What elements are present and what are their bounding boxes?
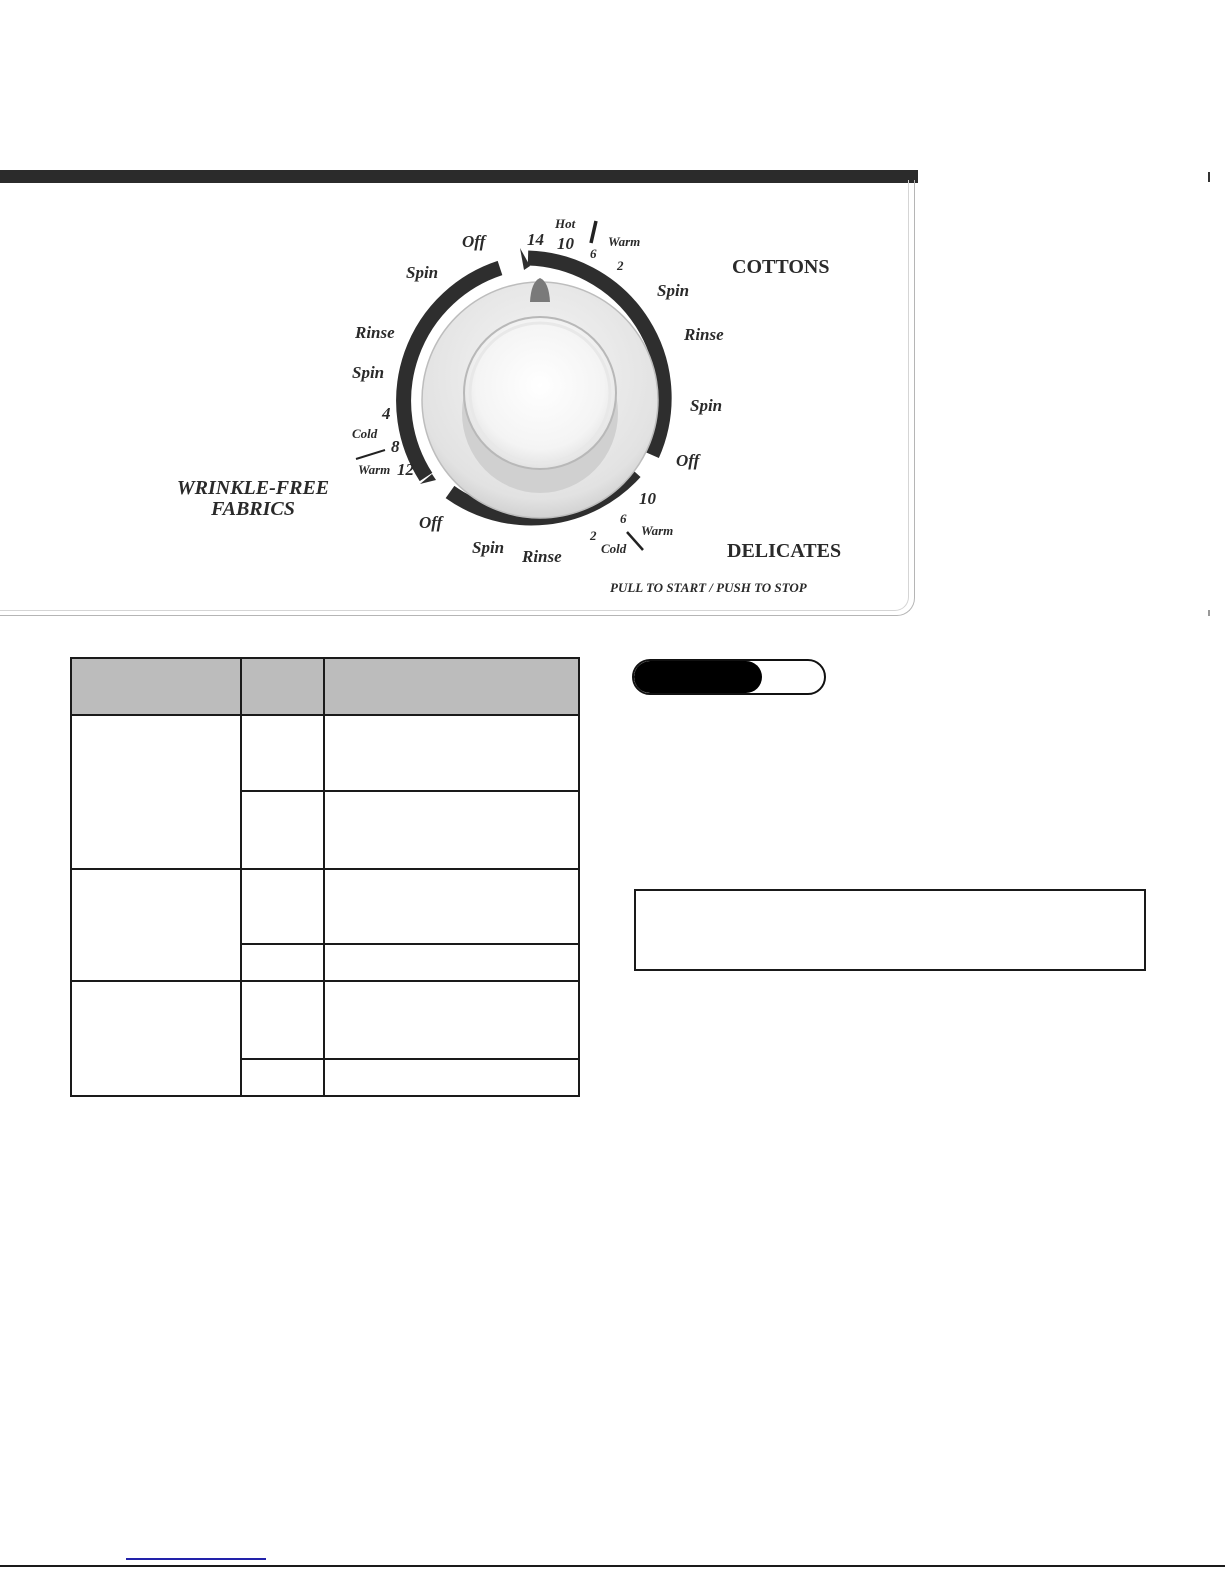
cycle-label-cottons: COTTONS <box>732 256 830 278</box>
table-cell <box>241 981 324 1059</box>
dial-label-10: 10 <box>557 234 574 253</box>
footer-link-underline[interactable] <box>126 1558 266 1560</box>
table-cell <box>324 1059 579 1096</box>
table-row <box>71 715 579 791</box>
cycle-table <box>70 657 580 1097</box>
dial-label-warm: Warm <box>641 523 674 538</box>
dial-label-spin: Spin <box>352 363 385 382</box>
dial-label-off: Off <box>462 232 486 251</box>
table-header-cell <box>71 658 241 715</box>
cycle-label-wrinkle-free <box>175 478 331 520</box>
dial-label-hot: Hot <box>555 216 576 231</box>
cycle-label-wrinkle-free-line1: WRINKLE-FREE <box>176 477 330 499</box>
table-row <box>71 981 579 1059</box>
dial-label-8: 8 <box>391 437 400 456</box>
table-cell <box>71 981 241 1096</box>
dial-label-4: 4 <box>382 404 391 423</box>
table-row <box>71 869 579 944</box>
dial-label-cold: Cold <box>352 426 378 441</box>
dial-label-rinse: Rinse <box>355 323 395 342</box>
dial-label-spin: Spin <box>690 396 723 415</box>
table-cell <box>324 869 579 944</box>
dial-label-off: Off <box>676 451 700 470</box>
dial-label-6: 6 <box>590 246 597 261</box>
dial-label-spin: Spin <box>406 263 439 282</box>
dial-label-10: 10 <box>639 489 656 508</box>
cycle-label-delicates: DELICATES <box>727 540 842 562</box>
knob-face <box>464 317 616 469</box>
table-header-cell <box>241 658 324 715</box>
section-heading-pill <box>632 659 826 695</box>
dial-label-warm: Warm <box>608 234 641 249</box>
dial-label-off: Off <box>419 513 443 532</box>
table-cell <box>324 944 579 981</box>
table-cell <box>241 869 324 944</box>
table-cell <box>324 981 579 1059</box>
start-stop-instruction: PULL TO START / PUSH TO STOP <box>610 580 807 595</box>
dial-label-12: 12 <box>397 460 414 479</box>
table-header-cell <box>324 658 579 715</box>
table-cell <box>324 791 579 869</box>
dial-label-rinse: Rinse <box>684 325 724 344</box>
table-cell <box>324 715 579 791</box>
table-header-row <box>71 658 579 715</box>
dial-label-spin: Spin <box>657 281 690 300</box>
dial-label-rinse: Rinse <box>522 547 562 566</box>
dial-label-2: 2 <box>590 528 597 543</box>
cold-warm-divider-wrinkle <box>356 450 385 459</box>
dial-label-14: 14 <box>527 230 544 249</box>
table-cell <box>241 791 324 869</box>
dial-label-warm: Warm <box>358 462 391 477</box>
hot-warm-divider <box>591 221 596 243</box>
table-cell <box>71 869 241 981</box>
dial-label-spin: Spin <box>472 538 505 557</box>
table-cell <box>71 715 241 869</box>
dial-label-2: 2 <box>617 258 624 273</box>
table-cell <box>241 715 324 791</box>
table-cell <box>241 944 324 981</box>
dial-label-6: 6 <box>620 511 627 526</box>
footer-rule <box>0 1565 1225 1567</box>
note-box <box>634 889 1146 971</box>
table-cell <box>241 1059 324 1096</box>
dial-label-cold: Cold <box>601 541 627 556</box>
cycle-label-wrinkle-free-line2: FABRICS <box>211 498 295 520</box>
section-heading-pill-fill <box>634 661 762 693</box>
